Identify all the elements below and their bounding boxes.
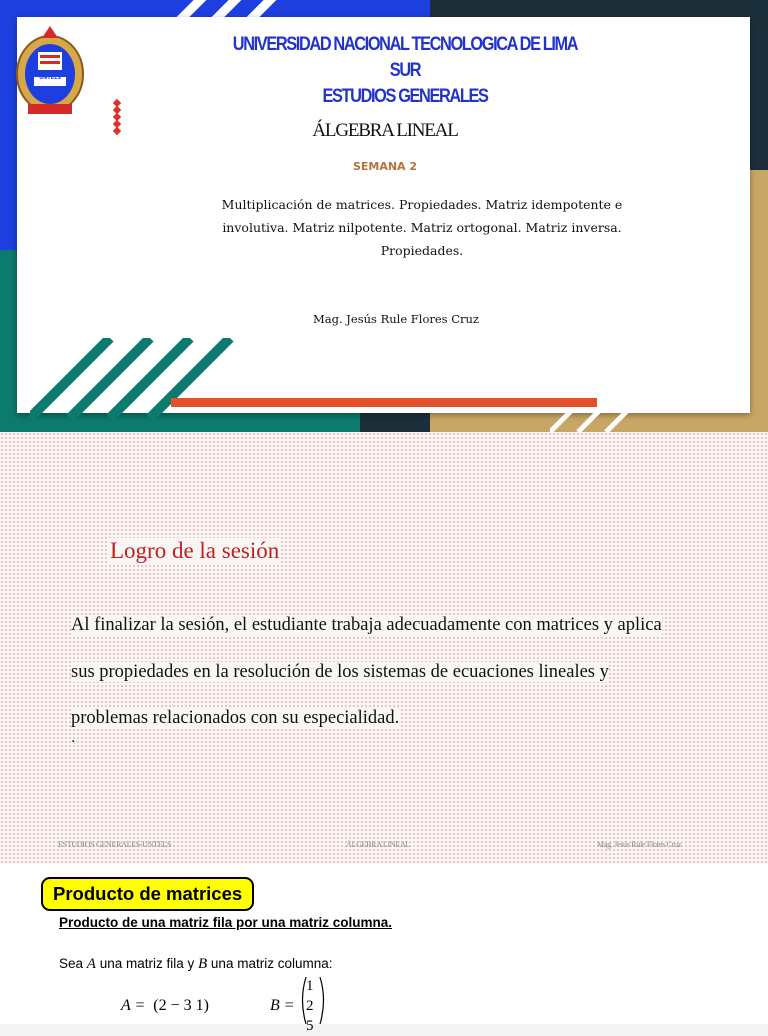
department-name: ESTUDIOS GENERALES — [322, 86, 488, 107]
trailing-dot: . — [71, 730, 76, 746]
topics-line: Propiedades. — [380, 243, 464, 258]
topics-line: Multiplicación de matrices. Propiedades. Matriz idempotente e — [221, 197, 623, 212]
matrix-b-label: B = — [270, 997, 295, 1014]
decorative-diamonds — [113, 100, 121, 135]
title-slide — [0, 0, 768, 432]
university-name: UNIVERSIDAD NACIONAL TECNOLOGICA DE LIMA SUR — [232, 34, 578, 81]
section-subheading: Producto de una matriz fila por una matriz columna. — [59, 915, 393, 930]
footer-center: ÁLGEBRA LINEAL — [346, 840, 411, 849]
matrix-b — [270, 997, 295, 1015]
matrix-a — [121, 997, 209, 1015]
accent-bar — [171, 398, 597, 407]
variable-b: B — [198, 956, 208, 972]
footer-left: ESTUDIOS GENERALES-UNTELS — [58, 840, 172, 849]
session-goal-slide — [0, 432, 768, 864]
matrix-b-column — [306, 976, 314, 1036]
section-heading: Producto de matrices — [41, 877, 254, 911]
matrix-b-entry: 1 — [306, 978, 314, 994]
slide-title: Logro de la sesión — [110, 538, 280, 563]
matrix-b-entry: 5 — [306, 1018, 314, 1034]
university-seal-logo — [14, 22, 86, 118]
week-label: SEMANA 2 — [352, 160, 418, 173]
goal-line: Al finalizar la sesión, el estudiante trabaja adecuadamente con matrices y aplica — [71, 615, 662, 635]
matrix-a-label: A = — [121, 997, 146, 1014]
decorative-stripes-bottom-right — [550, 408, 670, 432]
course-title: ÁLGEBRA LINEAL — [312, 120, 458, 141]
footer-right: Mag. Jesús Rule Flores Cruz — [597, 840, 682, 849]
goal-line: sus propiedades en la resolución de los sistemas de ecuaciones lineales y — [71, 661, 609, 682]
intro-sentence: Sea A una matriz fila y B una matriz columna: — [59, 956, 333, 972]
logo-text: UNTELS — [39, 75, 61, 81]
matrix-product-slide — [0, 864, 768, 1034]
topics-list — [200, 193, 644, 262]
variable-a: A — [86, 956, 96, 972]
university-title — [220, 32, 590, 110]
teacher-name: Mag. Jesús Rule Flores Cruz — [313, 312, 479, 326]
goal-paragraph — [71, 602, 741, 742]
topics-line: involutiva. Matriz nilpotente. Matriz ortogonal. Matriz inversa. — [222, 220, 622, 235]
goal-line: problemas relacionados con su especialidad. — [71, 708, 400, 728]
matrix-a-values: (2 − 3 1) — [153, 997, 209, 1014]
matrix-b-entry: 2 — [306, 998, 314, 1014]
